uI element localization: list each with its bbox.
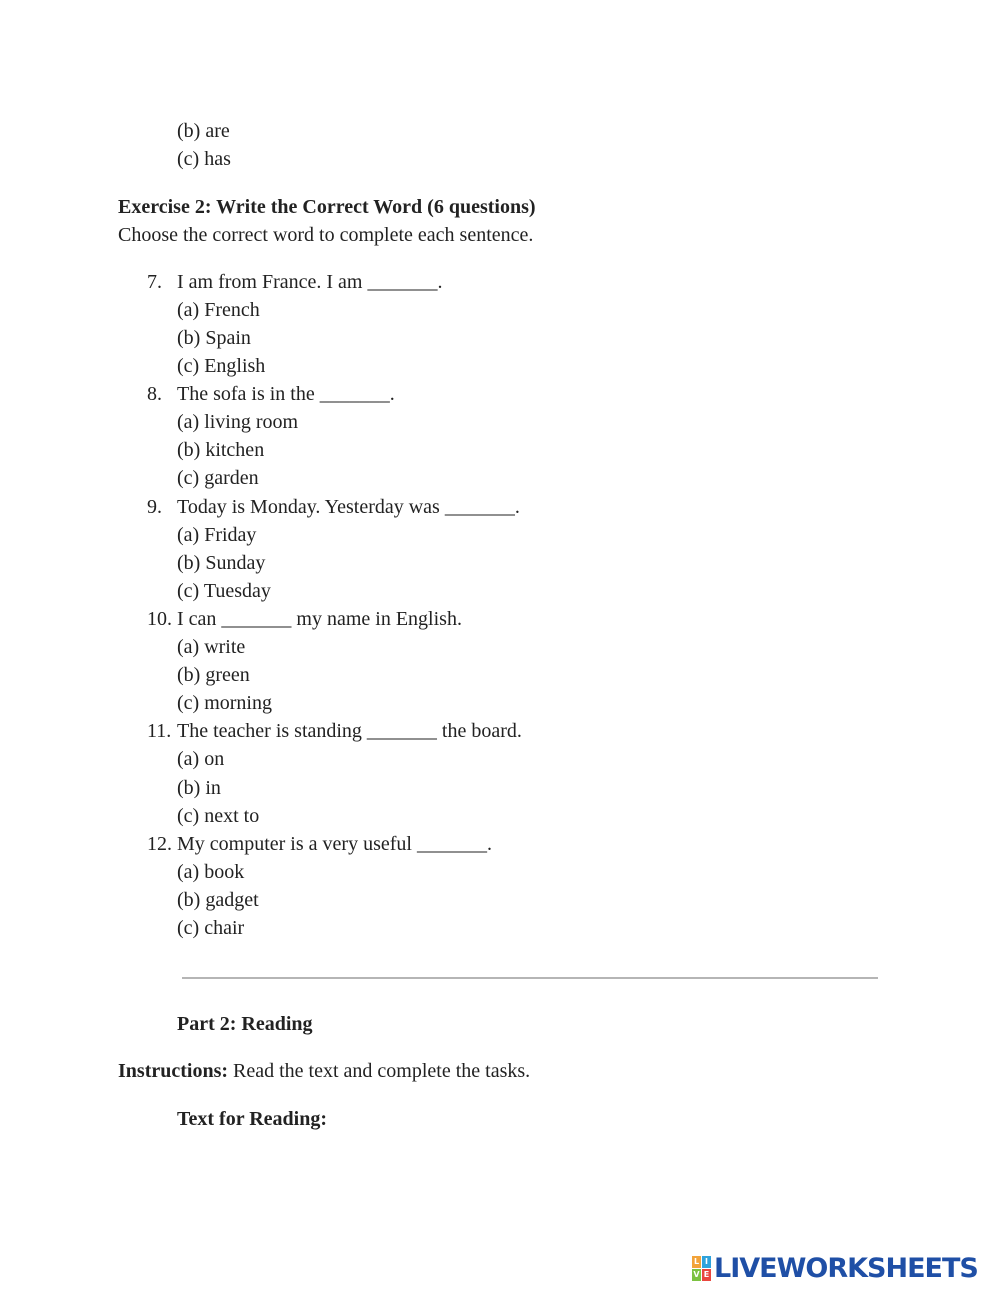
instructions-text: Read the text and complete the tasks. <box>228 1060 531 1082</box>
reading-text-heading: Text for Reading: <box>177 1108 327 1130</box>
logo-text: LIVEWORKSHEETS <box>714 1253 978 1284</box>
option: (a) write <box>177 636 246 658</box>
option: (a) living room <box>177 411 299 433</box>
option: (a) Friday <box>177 524 257 546</box>
option: (a) book <box>177 861 245 883</box>
exercise-instruction: Choose the correct word to complete each sentence. <box>118 224 534 246</box>
instructions <box>118 1057 530 1085</box>
question-text: Today is Monday. Yesterday was _______. <box>177 496 520 518</box>
option: (b) gadget <box>177 889 259 911</box>
option: (b) Spain <box>177 327 251 349</box>
question-number: 9. <box>147 496 162 518</box>
liveworksheets-logo <box>692 1253 978 1285</box>
question-number: 12. <box>147 833 172 855</box>
instructions-label: Instructions: <box>118 1060 229 1082</box>
option: (b) in <box>177 777 221 799</box>
option: (c) garden <box>177 467 259 489</box>
question-text: My computer is a very useful _______. <box>177 833 492 855</box>
option: (c) has <box>177 148 231 170</box>
option: (b) Sunday <box>177 552 266 574</box>
option: (b) are <box>177 120 230 142</box>
logo-mark-letter: E <box>703 1270 710 1279</box>
option: (b) green <box>177 664 250 686</box>
question-number: 7. <box>147 271 162 293</box>
question-number: 10. <box>147 608 172 630</box>
option: (c) chair <box>177 917 245 939</box>
section-divider <box>182 977 878 979</box>
question-text: I am from France. I am _______. <box>177 271 443 293</box>
option: (a) on <box>177 748 225 770</box>
option: (c) morning <box>177 692 272 714</box>
option: (c) English <box>177 355 266 377</box>
option: (c) next to <box>177 805 260 827</box>
question-number: 8. <box>147 383 162 405</box>
exercise-title: Exercise 2: Write the Correct Word (6 questions) <box>118 196 536 218</box>
question-text: I can _______ my name in English. <box>177 608 462 630</box>
question-text: The teacher is standing _______ the board. <box>177 720 522 742</box>
logo-mark-letter: L <box>693 1257 700 1266</box>
logo-mark-icon <box>692 1256 712 1282</box>
part-title: Part 2: Reading <box>177 1013 313 1035</box>
option: (c) Tuesday <box>177 580 271 602</box>
question-number: 11. <box>147 720 172 742</box>
logo-mark-letter: I <box>702 1256 711 1268</box>
option: (b) kitchen <box>177 439 265 461</box>
option: (a) French <box>177 299 260 321</box>
logo-mark-letter: V <box>693 1270 700 1279</box>
question-text: The sofa is in the _______. <box>177 383 395 405</box>
